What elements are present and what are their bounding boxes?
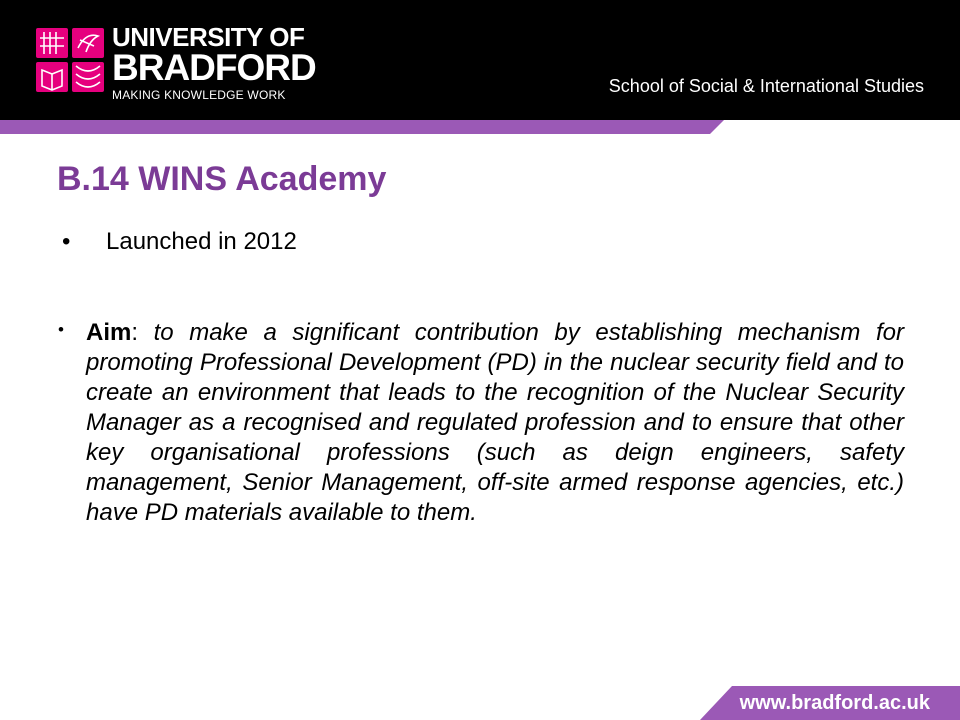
bullet-launched-text: Launched in 2012	[106, 228, 297, 255]
aim-label: Aim	[86, 319, 132, 346]
header-bar	[0, 0, 960, 120]
bullet-dot-icon: •	[62, 228, 71, 255]
school-name: School of Social & International Studies	[608, 76, 924, 96]
aim-text: to make a significant contribution by establishing mechanism for promoting Professional Development (PD) in the nuclear security field and to create an environment that leads to the recognition of the Nuclear Security Manager as a recognised and regulated profession and to ensure that other key organisational professions (such as deign engineers, safety management, Senior Management, off-site armed response agencies, etc.) have PD materials available to them.	[86, 319, 904, 526]
header-accent-stripe	[0, 120, 960, 134]
aim-paragraph	[86, 318, 904, 528]
university-line1: UNIVERSITY OF	[112, 22, 305, 52]
university-crest-icon	[36, 26, 104, 92]
university-line2: BRADFORD	[112, 47, 316, 88]
aim-colon: :	[131, 319, 154, 346]
bullet-aim	[58, 318, 904, 528]
university-wordmark	[112, 24, 316, 101]
bullet-dot-icon: •	[58, 320, 64, 339]
slide-title: B.14 WINS Academy	[57, 160, 387, 198]
footer-url: www.bradford.ac.uk	[739, 692, 930, 714]
university-tagline: MAKING KNOWLEDGE WORK	[112, 88, 286, 102]
